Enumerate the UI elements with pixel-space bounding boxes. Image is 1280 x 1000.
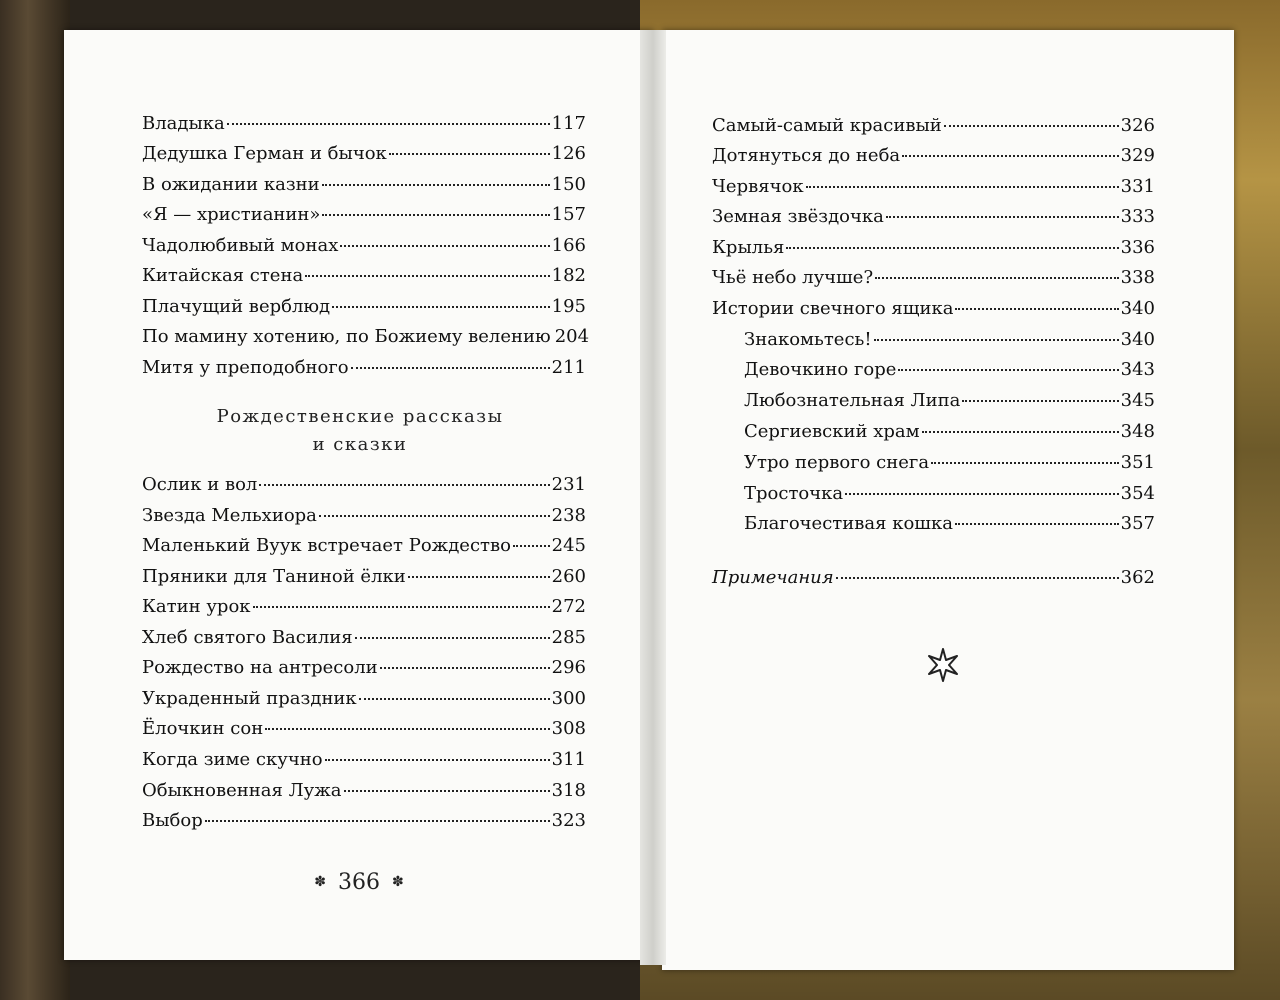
toc-entry-title: «Я — христианин» xyxy=(142,204,321,225)
dot-leader xyxy=(205,820,550,822)
toc-entry xyxy=(712,267,1155,289)
toc-entry-page: 150 xyxy=(551,174,586,195)
toc-entry-title: Благочестивая кошка xyxy=(744,513,953,534)
toc-subentry xyxy=(744,329,1155,351)
toc-entry-page: 117 xyxy=(551,113,586,134)
toc-entry-page: 336 xyxy=(1120,237,1155,258)
toc-entry xyxy=(712,115,1155,137)
toc-entry-page: 245 xyxy=(551,535,586,556)
toc-entry-title: Земная звёздочка xyxy=(712,206,884,227)
dot-leader xyxy=(962,400,1118,402)
toc-entry xyxy=(142,596,586,618)
toc-entry-page: 166 xyxy=(551,235,586,256)
toc-entry-title: Выбор xyxy=(142,810,203,831)
dot-leader xyxy=(836,577,1119,579)
dot-leader xyxy=(898,369,1118,371)
toc-entry-title: Ослик и вол xyxy=(142,474,258,495)
toc-entry-page: 260 xyxy=(551,566,586,587)
dot-leader xyxy=(359,698,550,700)
toc-entry xyxy=(712,237,1155,259)
toc-notes-entry xyxy=(712,567,1155,589)
section-heading-line-2: и сказки xyxy=(312,434,408,455)
dot-leader xyxy=(955,308,1118,310)
dot-leader xyxy=(389,153,550,155)
toc-entry xyxy=(142,810,586,832)
asterisk-ornament-icon: ✽ xyxy=(392,874,404,890)
dot-leader xyxy=(902,155,1118,157)
dot-leader xyxy=(380,667,550,669)
toc-entry xyxy=(142,627,586,649)
dot-leader xyxy=(875,277,1119,279)
dot-leader xyxy=(325,759,550,761)
toc-entry-page: 204 xyxy=(554,326,590,347)
toc-entry xyxy=(142,174,586,196)
dot-leader xyxy=(305,275,549,277)
toc-entry-page: 333 xyxy=(1120,206,1155,227)
eight-point-star-icon xyxy=(926,648,960,682)
toc-entry-page: 326 xyxy=(1120,115,1155,136)
toc-entry-page: 340 xyxy=(1120,298,1155,319)
dot-leader xyxy=(340,245,549,247)
toc-entry-page: 126 xyxy=(551,143,586,164)
toc-entry-title: Обыкновенная Лужа xyxy=(142,780,342,801)
toc-entry-page: 323 xyxy=(551,810,586,831)
toc-entry-page: 308 xyxy=(551,718,586,739)
toc-entry-title: Пряники для Таниной ёлки xyxy=(142,566,406,587)
toc-subentry xyxy=(744,390,1155,412)
toc-entry-title: Чьё небо лучше? xyxy=(712,267,874,288)
toc-entry-title: Червячок xyxy=(712,176,804,197)
dot-leader xyxy=(355,637,550,639)
toc-entry xyxy=(142,143,586,165)
toc-entry xyxy=(142,566,586,588)
dot-leader xyxy=(886,216,1119,218)
dot-leader xyxy=(322,214,549,216)
asterisk-ornament-icon: ✽ xyxy=(314,874,326,890)
toc-entry-page: 311 xyxy=(551,749,586,770)
toc-entry-page: 300 xyxy=(551,688,586,709)
toc-entry-page: 182 xyxy=(551,265,586,286)
toc-entry-title: Митя у преподобного xyxy=(142,357,349,378)
toc-entry-title: Дедушка Герман и бычок xyxy=(142,143,387,164)
toc-entry-title: В ожидании казни xyxy=(142,174,320,195)
toc-entry-title: Дотянуться до неба xyxy=(712,145,901,166)
toc-entry-title: Плачущий верблюд xyxy=(142,296,331,317)
dot-leader xyxy=(944,125,1119,127)
toc-entry-title: Украденный праздник xyxy=(142,688,357,709)
toc-entry-title: Знакомьтесь! xyxy=(744,329,872,350)
toc-entry-title: Маленький Вуук встречает Рождество xyxy=(142,535,511,556)
dot-leader xyxy=(227,123,550,125)
toc-entry-title: Примечания xyxy=(712,567,834,588)
toc-entry xyxy=(142,749,586,771)
toc-entry xyxy=(142,474,586,496)
toc-entry xyxy=(142,204,586,226)
toc-entry-page: 362 xyxy=(1120,567,1155,588)
toc-entry xyxy=(142,357,586,379)
toc-entry-title: Хлеб святого Василия xyxy=(142,627,353,648)
dot-leader xyxy=(922,431,1119,433)
dot-leader xyxy=(931,462,1119,464)
toc-entry-page: 329 xyxy=(1120,145,1155,166)
toc-entry xyxy=(142,235,586,257)
toc-entry xyxy=(142,718,586,740)
toc-entry-title: Владыка xyxy=(142,113,225,134)
page-number-footer xyxy=(64,870,654,895)
toc-entry-page: 345 xyxy=(1120,390,1155,411)
toc-entry xyxy=(712,145,1155,167)
toc-entry-page: 285 xyxy=(551,627,586,648)
toc-entry xyxy=(142,296,586,318)
dot-leader xyxy=(253,606,550,608)
toc-entry-title: Девочкино горе xyxy=(744,359,897,380)
toc-entry xyxy=(142,505,586,527)
toc-entry-page: 231 xyxy=(551,474,586,495)
dot-leader xyxy=(351,367,550,369)
toc-entry-title: Когда зиме скучно xyxy=(142,749,323,770)
toc-entry-title: Ёлочкин сон xyxy=(142,718,264,739)
toc-subentry xyxy=(744,421,1155,443)
toc-entry-title: Любознательная Липа xyxy=(744,390,961,411)
toc-entry-title: Катин урок xyxy=(142,596,251,617)
toc-entry-page: 357 xyxy=(1120,513,1155,534)
toc-entry-title: Крылья xyxy=(712,237,785,258)
toc-entry xyxy=(142,265,586,287)
toc-entry-page: 272 xyxy=(551,596,586,617)
toc-entry-page: 338 xyxy=(1120,267,1155,288)
toc-entry-page: 157 xyxy=(551,204,586,225)
toc-entry-page: 351 xyxy=(1120,452,1155,473)
toc-entry-title: Чадолюбивый монах xyxy=(142,235,339,256)
dot-leader xyxy=(265,728,549,730)
toc-entry-page: 348 xyxy=(1120,421,1155,442)
toc-entry-page: 331 xyxy=(1120,176,1155,197)
toc-entry-title: Тросточка xyxy=(744,483,844,504)
book-gutter xyxy=(640,30,666,965)
section-heading-line-1: Рождественские рассказы xyxy=(216,406,504,427)
dot-leader xyxy=(513,545,550,547)
dot-leader xyxy=(322,184,550,186)
toc-entry xyxy=(142,657,586,679)
toc-subentry xyxy=(744,513,1155,535)
dot-leader xyxy=(955,523,1119,525)
dot-leader xyxy=(259,484,549,486)
dot-leader xyxy=(786,247,1118,249)
toc-entry-page: 211 xyxy=(551,357,586,378)
toc-entry xyxy=(142,688,586,710)
toc-subentry xyxy=(744,359,1155,381)
toc-entry-title: По мамину хотению, по Божиему велению xyxy=(142,326,551,347)
toc-entry-title: Звезда Мельхиора xyxy=(142,505,317,526)
toc-entry-page: 340 xyxy=(1120,329,1155,350)
toc-entry-title: Истории свечного ящика xyxy=(712,298,954,319)
toc-entry-page: 195 xyxy=(551,296,586,317)
toc-entry xyxy=(712,206,1155,228)
toc-entry xyxy=(712,176,1155,198)
dot-leader xyxy=(319,515,550,517)
toc-entry xyxy=(142,113,586,135)
toc-entry xyxy=(142,326,590,348)
dot-leader xyxy=(874,339,1119,341)
dot-leader xyxy=(845,493,1119,495)
toc-entry-page: 354 xyxy=(1120,483,1155,504)
toc-entry-page: 318 xyxy=(551,780,586,801)
dot-leader xyxy=(332,306,550,308)
dot-leader xyxy=(344,790,550,792)
toc-subentry xyxy=(744,452,1155,474)
book-cover-left-edge xyxy=(0,0,70,1000)
toc-entry-title: Утро первого снега xyxy=(744,452,930,473)
toc-entry-page: 343 xyxy=(1120,359,1155,380)
toc-entry-page: 296 xyxy=(551,657,586,678)
dot-leader xyxy=(408,576,550,578)
toc-entry-title: Самый-самый красивый xyxy=(712,115,942,136)
toc-entry-title: Китайская стена xyxy=(142,265,304,286)
toc-entry-title: Сергиевский храм xyxy=(744,421,920,442)
toc-subentry xyxy=(744,483,1155,505)
page-number: 366 xyxy=(338,870,380,895)
toc-entry xyxy=(712,298,1155,320)
toc-entry xyxy=(142,780,586,802)
dot-leader xyxy=(806,186,1119,188)
toc-entry-page: 238 xyxy=(551,505,586,526)
toc-entry xyxy=(142,535,586,557)
toc-entry-title: Рождество на антресоли xyxy=(142,657,378,678)
